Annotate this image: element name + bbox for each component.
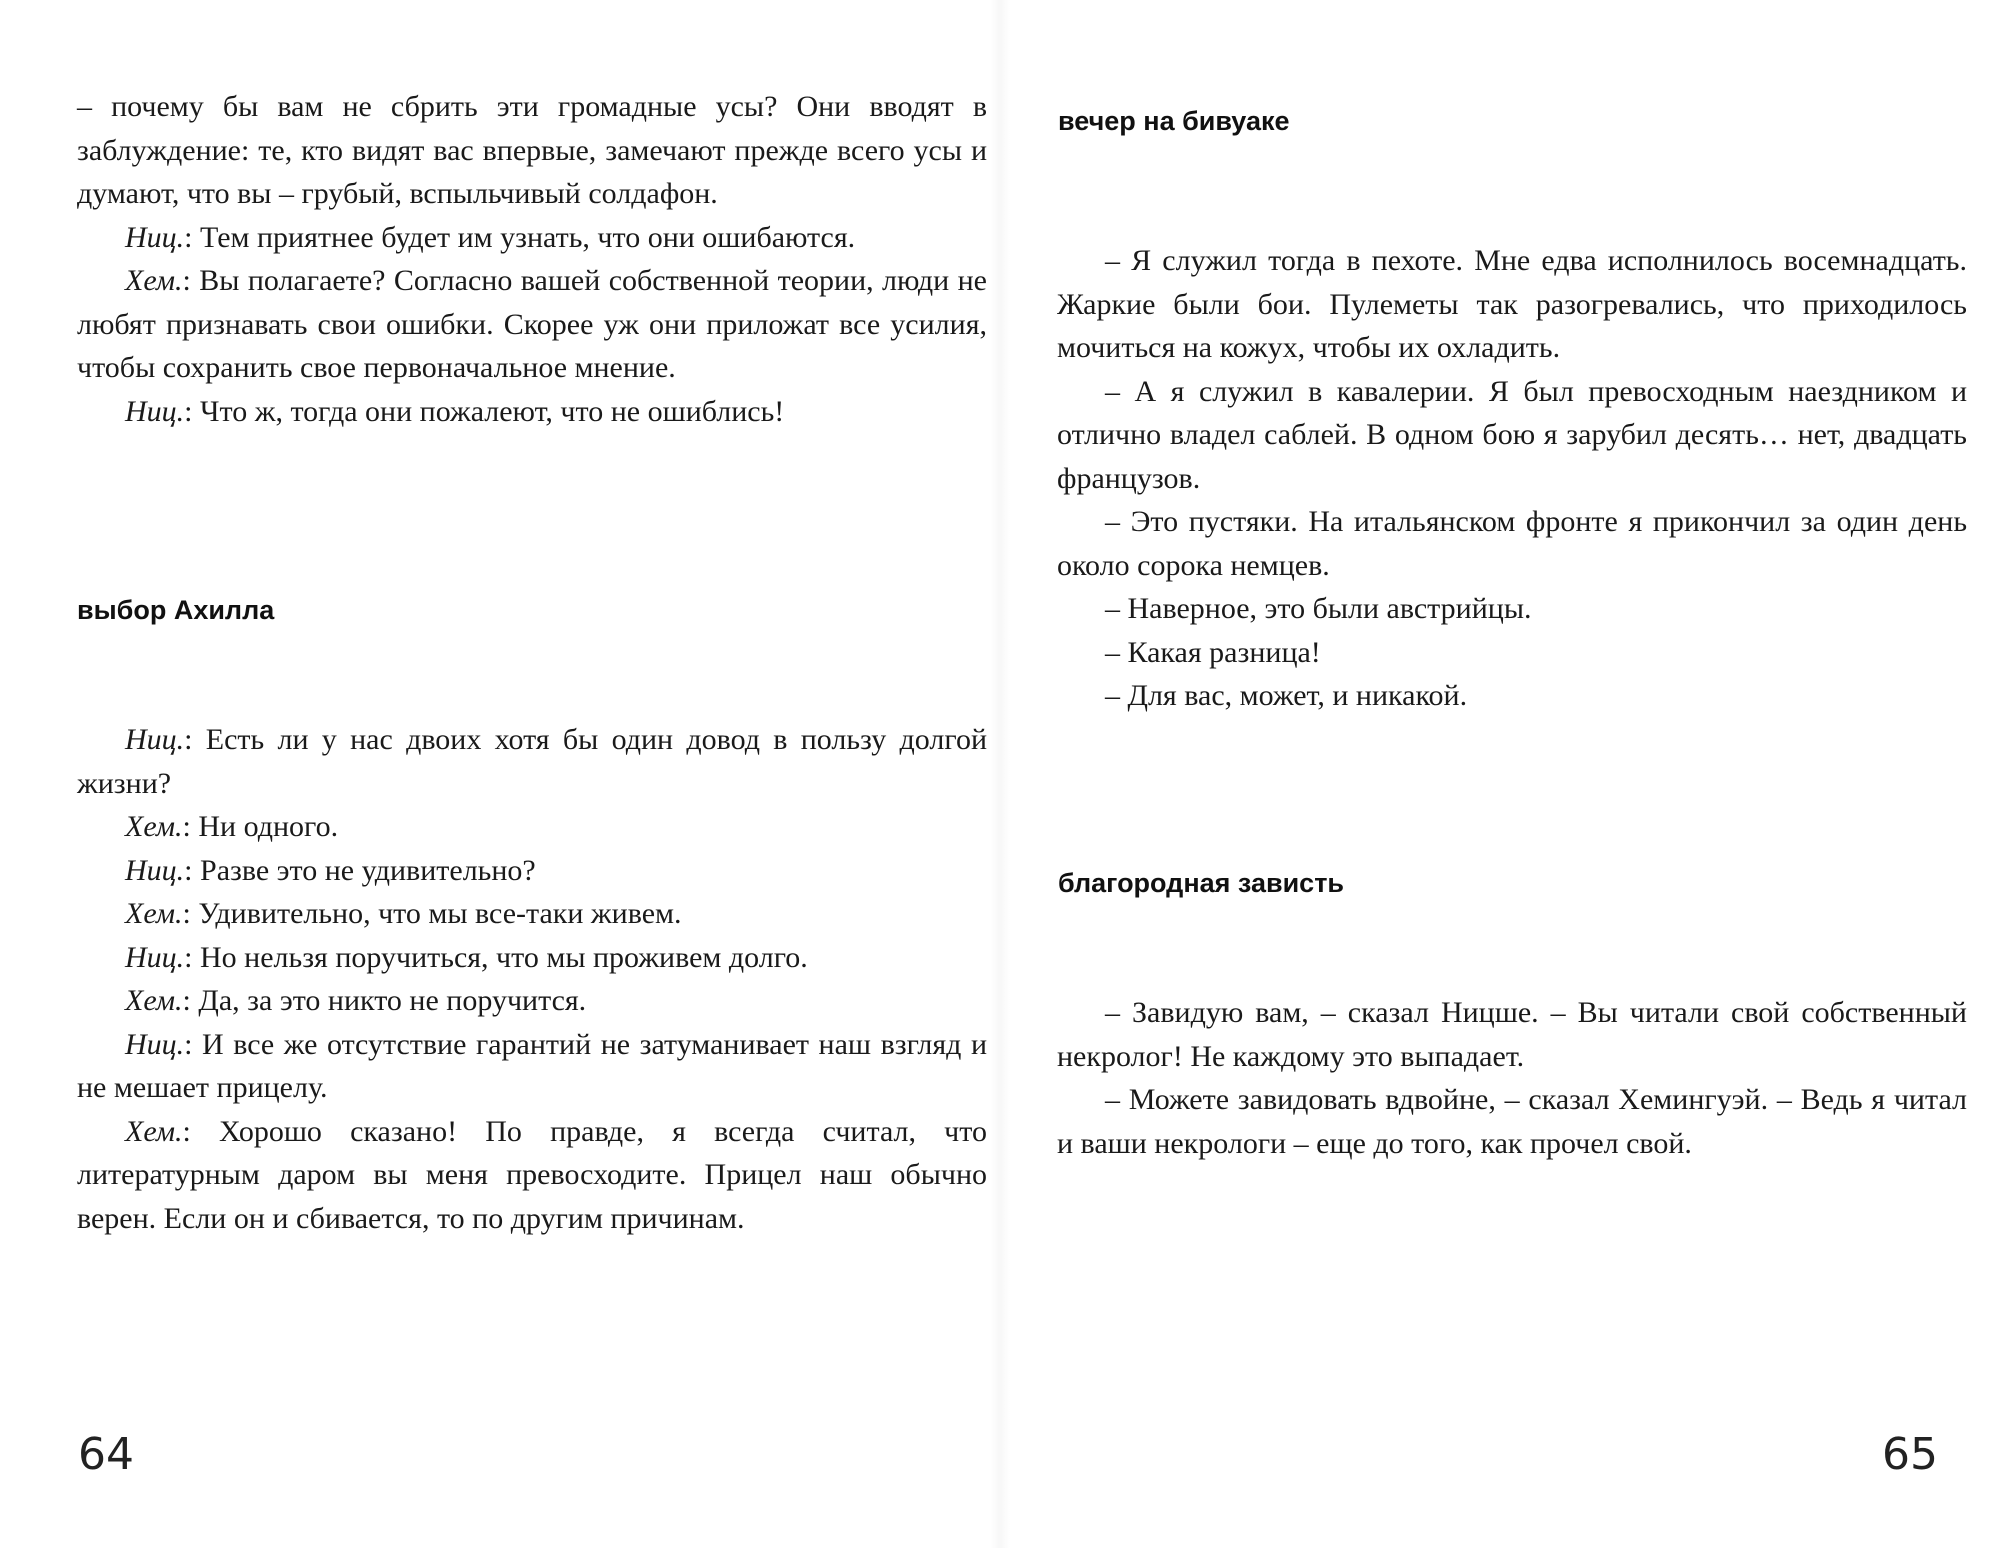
dialogue-text: : Удивительно, что мы все-таки живем. [182, 897, 682, 930]
dialogue-text: : И все же отсутствие гарантий не затуманивает наш взгляд и не мешает прицелу. [77, 1027, 987, 1104]
paragraph: – почему бы вам не сбрить эти громадные усы? Они вводят в заблуждение: те, кто видят вас впервые, замечают прежде всего усы и думают, что вы – грубый, вспыльчивый солдафон. [77, 90, 987, 210]
dialogue-line: – Завидую вам, – сказал Ницше. – Вы читали свой собственный некролог! Не каждому это выпадает. [1057, 996, 1967, 1073]
speaker-name: Ниц. [125, 1027, 185, 1061]
dialogue-text: : Есть ли у нас двоих хотя бы один довод в пользу долгой жизни? [77, 723, 987, 800]
speaker-name: Хем. [125, 810, 183, 843]
dialogue-line [77, 718, 987, 805]
dialogue-line: – Какая разница! [1105, 635, 1321, 669]
dialogue-line [77, 892, 987, 936]
dialogue-text: : Тем приятнее будет им узнать, что они ошибаются. [184, 220, 856, 254]
section-heading-envy: благородная зависть [1058, 868, 1345, 898]
dialogue-line: – Наверное, это были австрийцы. [1105, 592, 1532, 625]
dialogue-line [77, 805, 987, 849]
dialogue-line [77, 936, 987, 980]
speaker-name: Ниц. [125, 220, 185, 254]
dialogue-text: : Но нельзя поручиться, что мы проживем долго. [184, 940, 808, 974]
dialogue-text: : Вы полагаете? Согласно вашей собственной теории, люди не любят признавать свои ошибки. Скорее уж они приложат все усилия, чтобы сохранить свое первоначальное мнение. [77, 264, 987, 384]
dialogue-text: : Что ж, тогда они пожалеют, что не ошиблись! [184, 394, 785, 428]
left-opening-text [77, 85, 987, 433]
speaker-name: Ниц. [125, 394, 185, 428]
dialogue-line: – Можете завидовать вдвойне, – сказал Хемингуэй. – Ведь я читал и ваши некрологи – еще до того, как прочел свой. [1057, 1083, 1967, 1160]
bivouac-dialogue [1057, 239, 1967, 718]
dialogue-text: : Хорошо сказано! По правде, я всегда считал, что литературным даром вы меня превосходите. Прицел наш обычно верен. Если он и сбивается, то по другим причинам. [77, 1114, 987, 1235]
speaker-name: Хем. [125, 984, 183, 1017]
page-number-left: 64 [78, 1429, 134, 1480]
section-heading-achilles: выбор Ахилла [77, 595, 275, 625]
dialogue-line: – Я служил тогда в пехоте. Мне едва исполнилось восемнадцать. Жаркие были бои. Пулеметы так разогревались, что приходилось мочиться на кожух, чтобы их охладить. [1057, 244, 1967, 364]
speaker-name: Хем. [125, 1114, 183, 1148]
dialogue-line [77, 849, 987, 893]
dialogue-line [77, 1023, 987, 1110]
dialogue-line [77, 979, 987, 1023]
speaker-name: Хем. [125, 897, 183, 930]
speaker-name: Хем. [125, 264, 183, 297]
page-number-right: 65 [1882, 1429, 1938, 1480]
dialogue-text: : Ни одного. [182, 810, 339, 843]
envy-dialogue [1057, 991, 1967, 1165]
section-heading-bivouac: вечер на бивуаке [1058, 106, 1290, 136]
dialogue-line [77, 1110, 987, 1241]
dialogue-text: : Разве это не удивительно? [184, 853, 536, 887]
dialogue-line: – А я служил в кавалерии. Я был превосходным наездником и отлично владел саблей. В одном бою я зарубил десять… нет, двадцать французов. [1057, 374, 1967, 495]
speaker-name: Ниц. [125, 723, 185, 756]
dialogue-line [77, 390, 987, 434]
speaker-name: Ниц. [125, 940, 185, 974]
dialogue-line [77, 259, 987, 390]
speaker-name: Ниц. [125, 853, 185, 887]
dialogue-line: – Для вас, может, и никакой. [1105, 679, 1468, 712]
achilles-dialogue [77, 718, 987, 1240]
dialogue-text: : Да, за это никто не поручится. [182, 984, 587, 1017]
dialogue-line: – Это пустяки. На итальянском фронте я прикончил за один день около сорока немцев. [1057, 505, 1967, 582]
dialogue-line [77, 216, 987, 260]
right-page [1000, 0, 2000, 1548]
